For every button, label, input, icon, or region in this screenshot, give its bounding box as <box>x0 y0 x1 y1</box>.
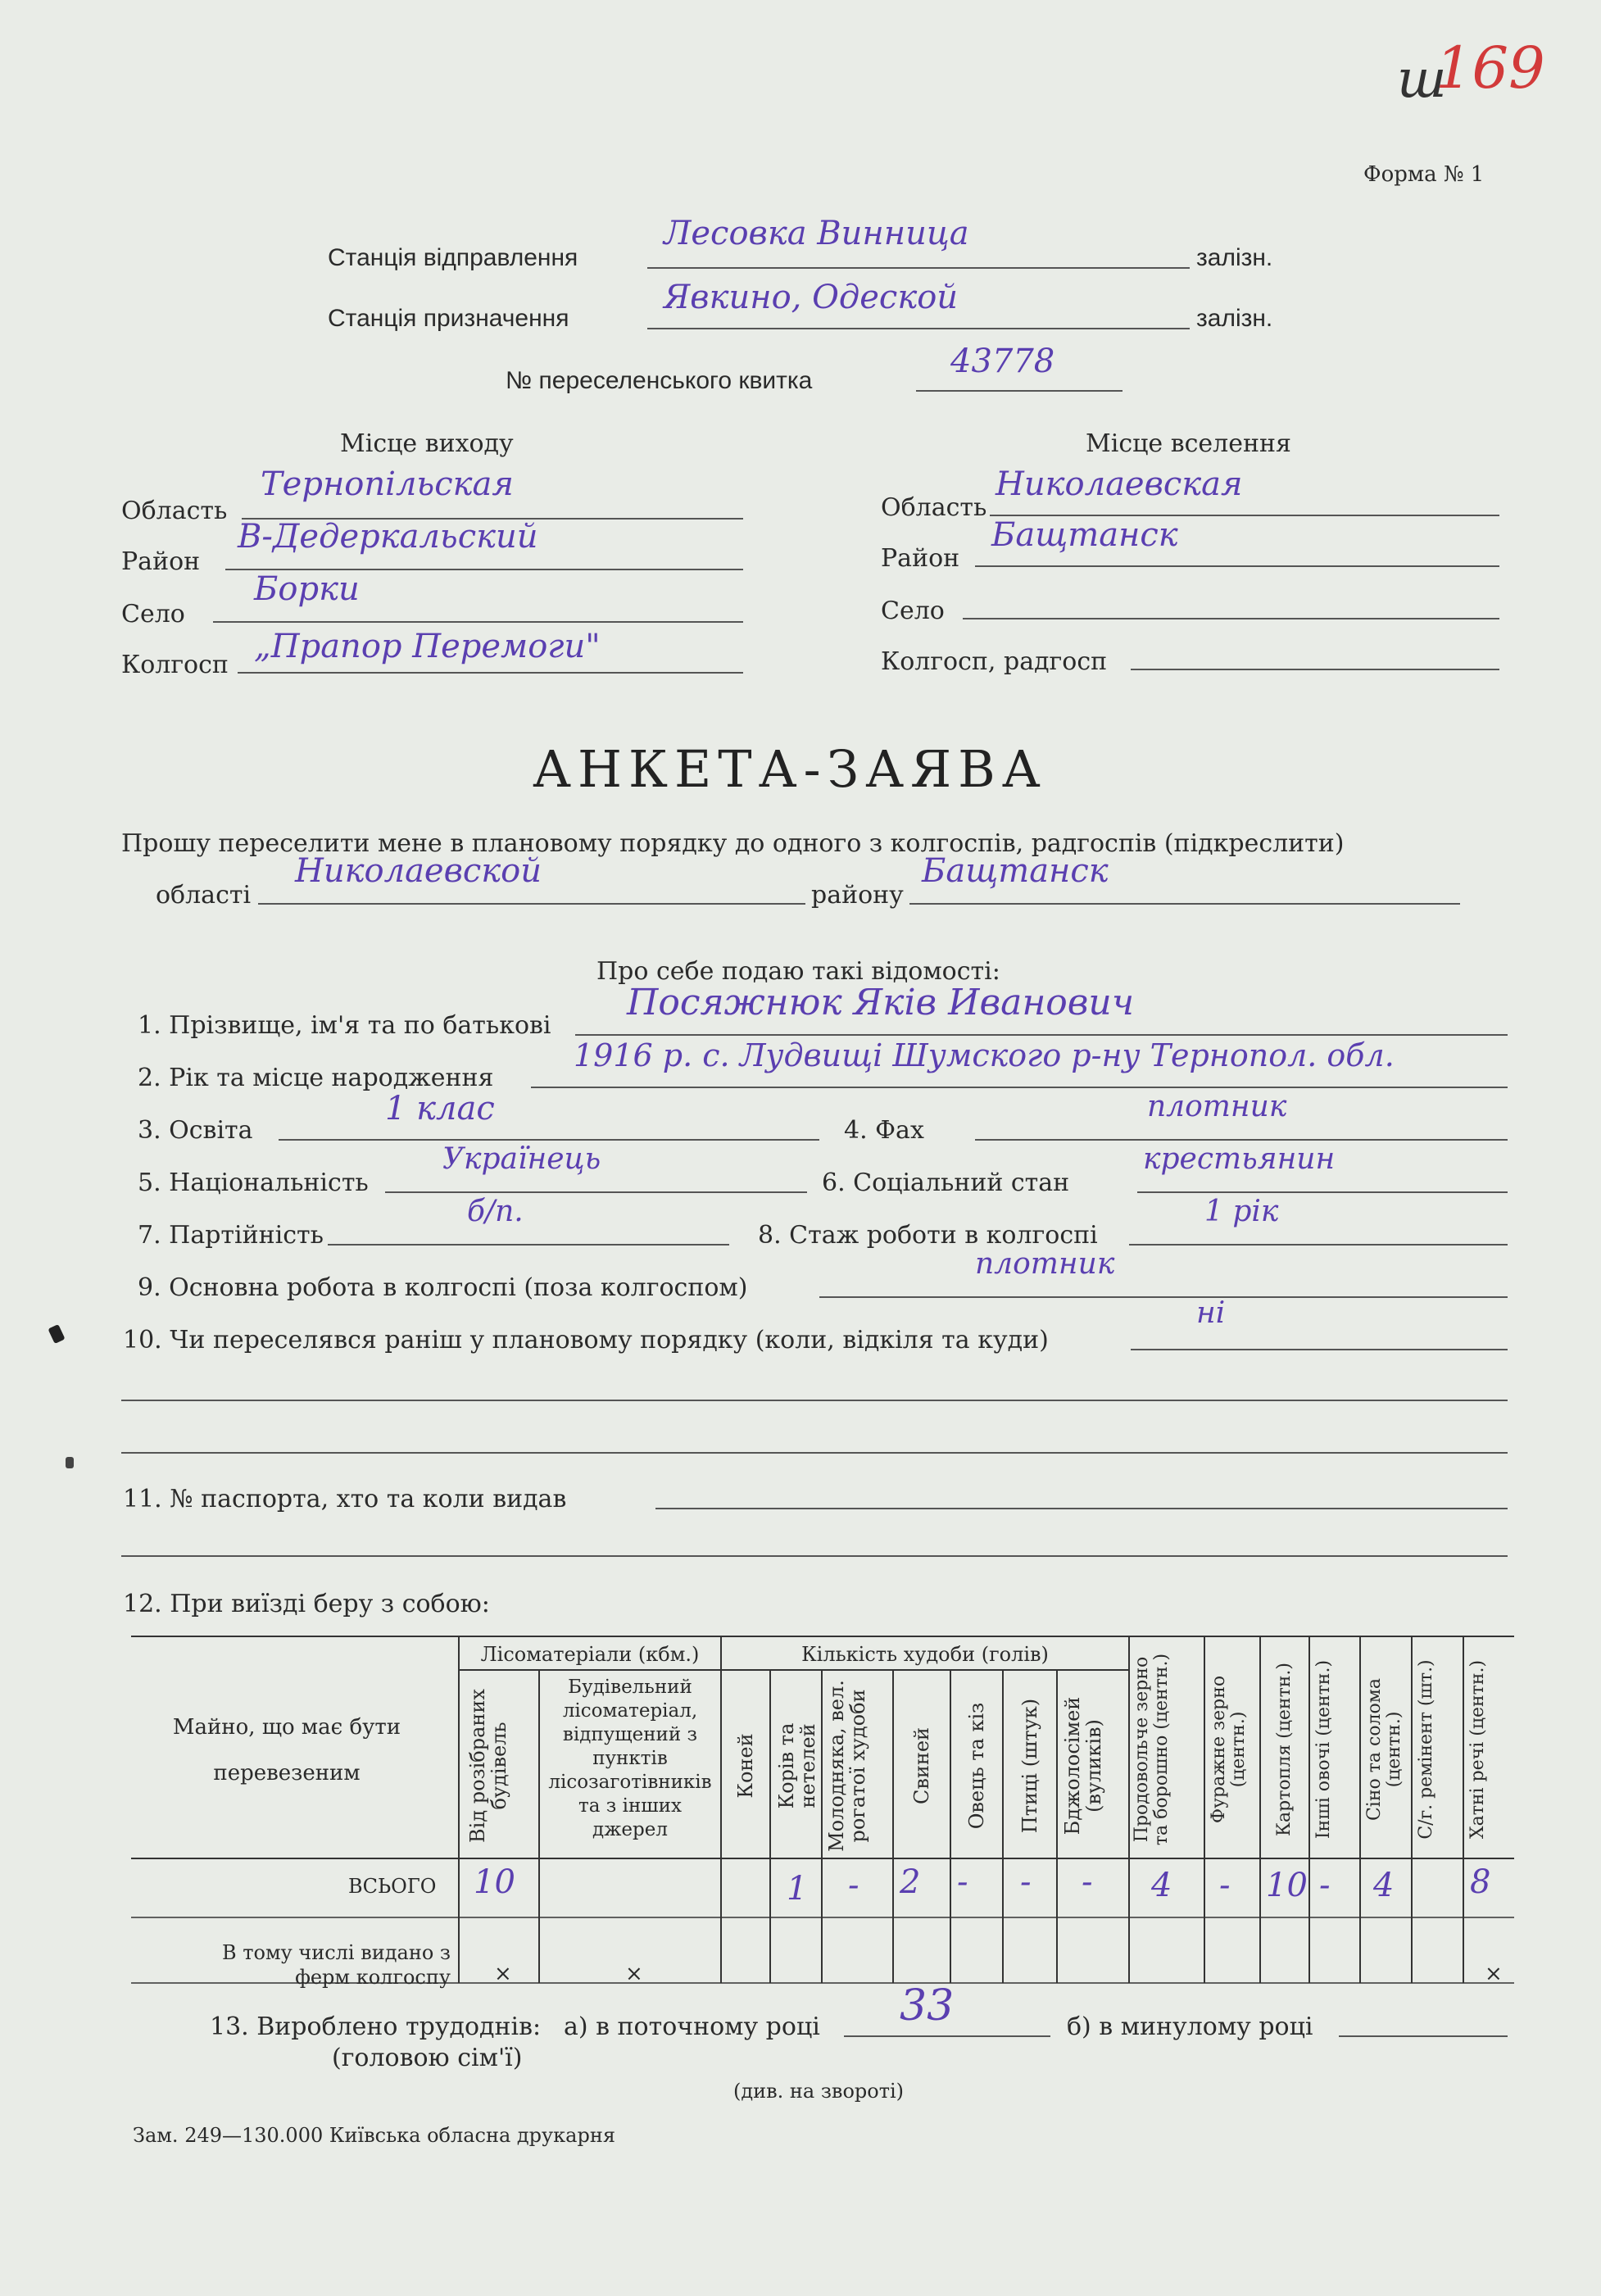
origin-oblast-value: Тернопільская <box>261 465 514 503</box>
destination-oblast-label: Область <box>881 493 987 522</box>
total-cell: - <box>848 1867 859 1904</box>
ticket-value: 43778 <box>950 343 1055 380</box>
col-header-10: Фуражне зерно (центн.) <box>1209 1675 1249 1824</box>
col-header-2: Коней <box>734 1733 757 1799</box>
form-number: Форма № 1 <box>1363 162 1485 187</box>
field-8-value: 1 рік <box>1204 1195 1279 1228</box>
arrival-railway: залізн. <box>1196 305 1273 332</box>
field-4-label: 4. Фах <box>844 1116 924 1145</box>
workdays-last-label: б) в минулому році <box>1067 2012 1313 2041</box>
origin-oblast-label: Область <box>121 497 228 525</box>
archive-number: 169 <box>1435 34 1545 102</box>
table-livestock-group: Кількість худоби (голів) <box>801 1643 1049 1666</box>
request-raion-label: району <box>811 881 904 910</box>
farm-cell: × <box>625 1962 643 1986</box>
destination-selo-label: Село <box>881 597 945 625</box>
departure-label: Станція відправлення <box>328 244 578 271</box>
field-1-value: Посяжнюк Яків Иванович <box>627 982 1135 1023</box>
col-header-15: Хатні речі (центн.) <box>1467 1659 1488 1840</box>
table-rules <box>131 1636 1514 1983</box>
departure-railway: залізн. <box>1196 244 1273 271</box>
see-reverse-note: (див. на звороті) <box>733 2080 905 2103</box>
field-4-value: плотник <box>1147 1090 1287 1123</box>
field-6-value: крестьянин <box>1143 1142 1336 1176</box>
farm-row-label: В тому числі видано з ферм колгоспу <box>221 1941 451 1989</box>
field-10-value: ні <box>1196 1296 1226 1330</box>
table-timber-group: Лісоматеріали (кбм.) <box>480 1643 700 1666</box>
total-cell: 2 <box>900 1863 921 1901</box>
field-1-label: 1. Прізвище, ім'я та по батькові <box>138 1011 551 1040</box>
punch-mark <box>66 1457 74 1468</box>
col-header-7: Птиці (штук) <box>1018 1698 1041 1834</box>
destination-heading: Місце вселення <box>1086 429 1291 458</box>
col-header-6: Овець та кіз <box>965 1702 988 1830</box>
workdays-last-line <box>1339 2035 1508 2037</box>
ticket-label: № переселенського квитка <box>506 367 813 394</box>
field-10-label: 10. Чи переселявся раніш у плановому порядку (коли, відкіля та куди) <box>123 1326 1049 1354</box>
field-9-label: 9. Основна робота в колгоспі (поза колгоспом) <box>138 1273 748 1302</box>
field-6-label: 6. Соціальний стан <box>822 1168 1070 1197</box>
col-header-0: Від розібраних будівель <box>466 1689 510 1843</box>
col-header-3: Корів та нетелей <box>775 1722 819 1809</box>
total-cell: - <box>1082 1863 1093 1901</box>
total-cell: 1 <box>787 1870 808 1908</box>
col-header-14: С/г. ремінент (шт.) <box>1416 1659 1436 1840</box>
origin-selo-value: Борки <box>254 570 360 608</box>
destination-raion-label: Район <box>881 544 960 573</box>
total-cell: - <box>957 1863 968 1901</box>
field-11-label: 11. № паспорта, хто та коли видав <box>123 1485 567 1513</box>
farm-cell: × <box>494 1962 512 1986</box>
total-cell: - <box>1319 1867 1331 1904</box>
destination-kolhosp-label: Колгосп, радгосп <box>881 647 1108 676</box>
field-2-label: 2. Рік та місце народження <box>138 1064 494 1092</box>
total-cell: 4 <box>1373 1867 1395 1904</box>
total-cell: 10 <box>1266 1867 1308 1904</box>
field-7-value: б/п. <box>467 1195 524 1228</box>
total-row-label: ВСЬОГО <box>348 1875 437 1898</box>
workdays-sub: (головою сім'ї) <box>332 2044 523 2072</box>
request-oblast-value: Николаевской <box>295 852 542 890</box>
destination-oblast-value: Николаевская <box>996 465 1243 503</box>
field-7-label: 7. Партійність <box>138 1221 324 1250</box>
archive-mark: ш <box>1397 49 1447 110</box>
origin-kolhosp-label: Колгосп <box>121 651 229 679</box>
col-header-9: Продовольче зерно та борошно (центн.) <box>1132 1653 1172 1846</box>
field-9-value: плотник <box>975 1247 1115 1281</box>
field-2-value: 1916 р. с. Лудвищі Шумского р-ну Тернопол. обл. <box>574 1037 1395 1073</box>
origin-kolhosp-value: „Прапор Перемоги" <box>254 628 601 665</box>
origin-raion-label: Район <box>121 547 201 576</box>
total-cell: - <box>1020 1863 1032 1901</box>
col-header-11: Картопля (центн.) <box>1274 1663 1295 1836</box>
field-5-label: 5. Національність <box>138 1168 369 1197</box>
total-cell: 4 <box>1151 1867 1172 1904</box>
col-header-4: Молодняка, вел. рогатої худоби <box>825 1680 869 1852</box>
departure-value: Лесовка Винница <box>664 215 969 252</box>
origin-heading: Місце виходу <box>340 429 514 458</box>
field-12-label: 12. При виїзді беру з собою: <box>123 1590 490 1618</box>
workdays-current-label: а) в поточному році <box>564 2012 820 2041</box>
field-5-value: Українець <box>442 1142 601 1176</box>
workdays-current-value: 33 <box>900 1981 955 2031</box>
total-cell: 10 <box>474 1863 515 1901</box>
workdays-label: 13. Вироблено трудоднів: <box>210 2012 542 2041</box>
form-title: АНКЕТА-ЗАЯВА <box>533 739 1047 799</box>
request-raion-value: Бащтанск <box>922 852 1109 890</box>
col-header-8: Бджолосімей (вуликів) <box>1061 1696 1105 1835</box>
arrival-label: Станція призначення <box>328 305 569 332</box>
col-header-13: Сіно та солома (центн.) <box>1364 1677 1404 1822</box>
origin-raion-value: В-Дедеркальский <box>238 518 538 556</box>
col-header-1: Будівельний лісоматеріал, відпущений з пунктів лісозаготівників та з інших джерел <box>548 1677 712 1840</box>
farm-cell: × <box>1485 1962 1503 1986</box>
field-3-value: 1 клас <box>385 1090 495 1128</box>
printer-imprint: Зам. 249—130.000 Київська обласна друкарня <box>133 2124 615 2147</box>
field-8-label: 8. Стаж роботи в колгоспі <box>758 1221 1098 1250</box>
workdays-current-line <box>844 2035 1050 2037</box>
arrival-value: Явкино, Одеской <box>664 279 959 316</box>
request-oblast-label: області <box>156 881 252 910</box>
destination-raion-value: Бащтанск <box>991 516 1178 554</box>
total-cell: - <box>1219 1867 1231 1904</box>
info-heading: Про себе подаю такі відомості: <box>596 957 1000 986</box>
request-text: Прошу переселити мене в плановому порядку до одного з колгоспів, радгоспів (підкреслити) <box>121 829 1345 858</box>
origin-selo-label: Село <box>121 600 185 628</box>
field-3-label: 3. Освіта <box>138 1116 253 1145</box>
col-header-12: Інші овочі (центн.) <box>1313 1659 1334 1840</box>
table-property-header: Майно, що має бути перевезеним <box>172 1715 401 1786</box>
total-cell: 8 <box>1470 1863 1491 1901</box>
col-header-5: Свиней <box>910 1727 933 1805</box>
